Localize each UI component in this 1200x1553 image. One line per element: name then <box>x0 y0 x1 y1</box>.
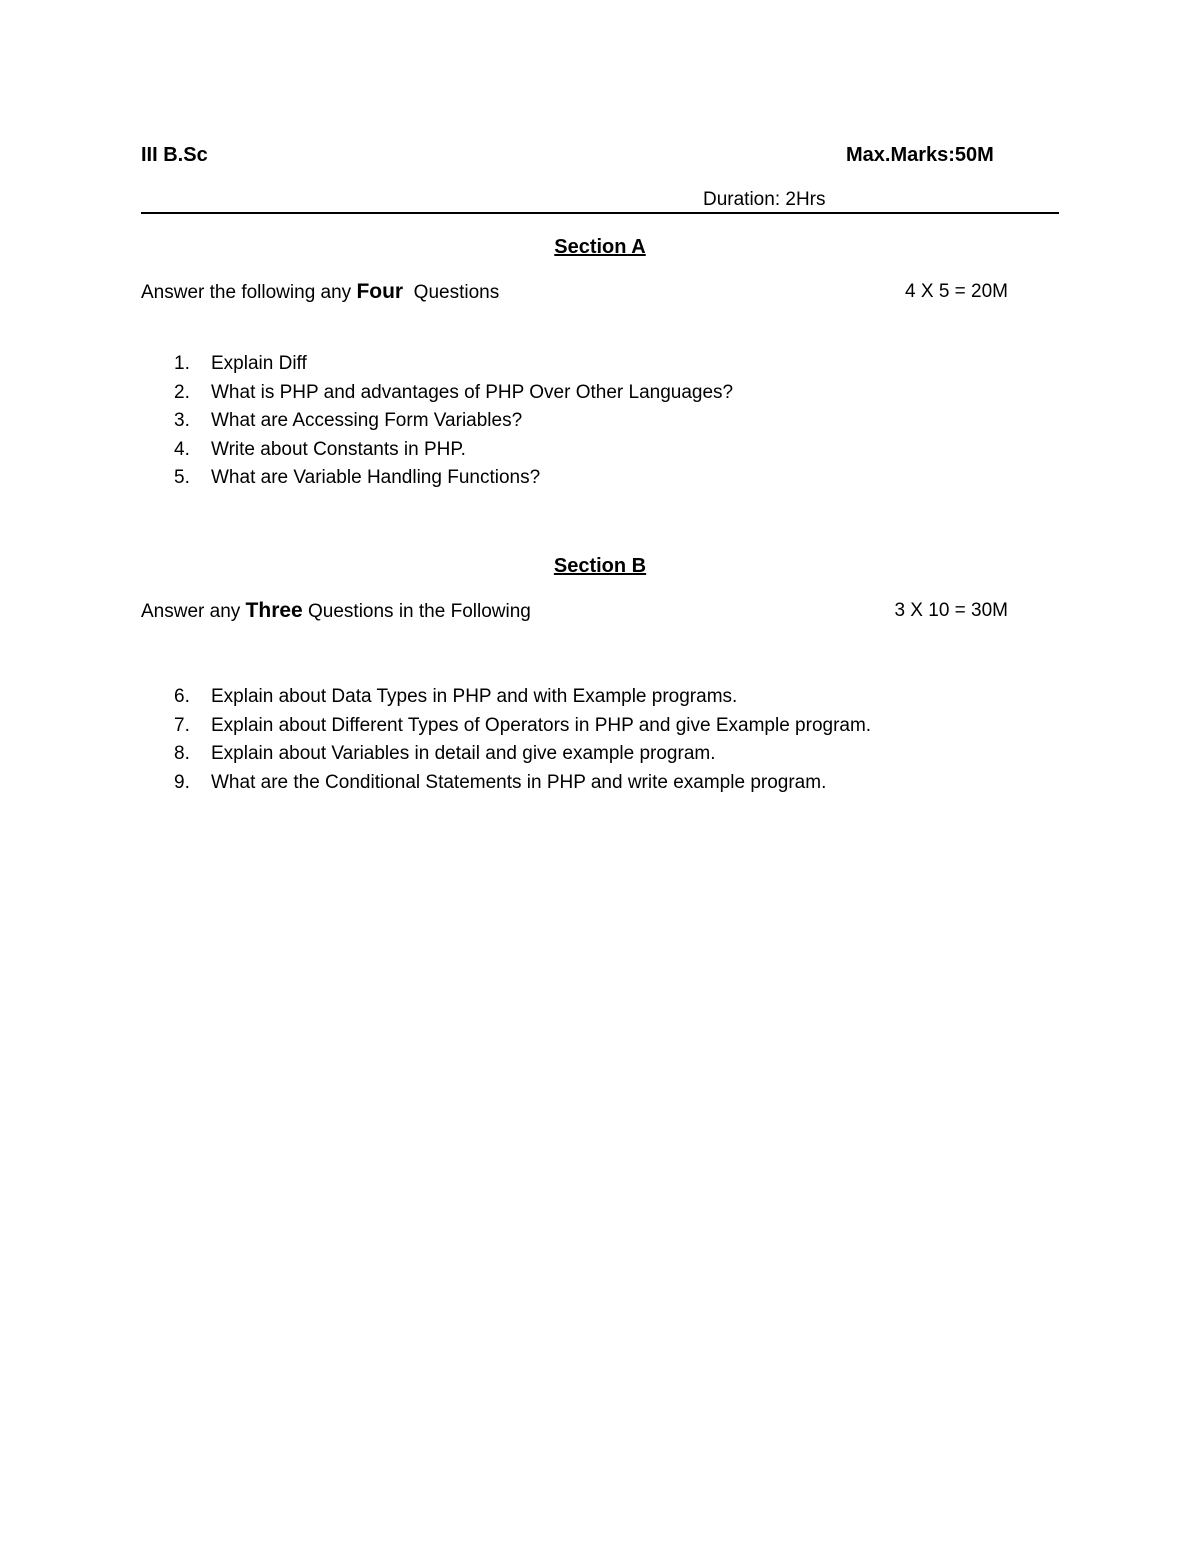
header-divider <box>141 212 1059 214</box>
question-item <box>174 350 733 379</box>
question-number: 9. <box>174 771 190 793</box>
section-a-instruction <box>141 280 499 304</box>
section-a-marks: 4 X 5 = 20M <box>905 281 1008 302</box>
section-b-instruction-prefix: Answer any <box>141 601 246 622</box>
question-text: Explain about Different Types of Operators in PHP and give Example program. <box>211 714 872 736</box>
class-label: III B.Sc <box>141 144 208 166</box>
question-item <box>174 436 733 465</box>
question-text: What are the Conditional Statements in PHP and write example program. <box>211 771 827 793</box>
section-b-instruction-suffix: Questions in the Following <box>302 601 531 622</box>
section-b-title: Section B <box>553 555 647 577</box>
section-a-instruction-emphasis: Four <box>356 280 404 303</box>
question-number: 5. <box>174 467 190 488</box>
question-number: 3. <box>174 410 190 431</box>
question-text: Write about Constants in PHP. <box>211 438 466 460</box>
duration: Duration: 2Hrs <box>703 189 826 210</box>
question-item <box>174 464 733 493</box>
question-item <box>174 683 871 712</box>
question-item <box>174 407 733 436</box>
section-b-instruction <box>141 599 531 623</box>
question-item <box>174 769 871 798</box>
section-a-instruction-suffix: Questions <box>403 282 500 303</box>
section-b-question-list <box>174 683 871 797</box>
section-b-marks: 3 X 10 = 30M <box>894 600 1008 621</box>
section-a-instruction-prefix: Answer the following any <box>141 282 357 303</box>
question-text: Explain about Data Types in PHP and with Example programs. <box>211 686 738 707</box>
question-number: 6. <box>174 686 190 707</box>
question-number: 4. <box>174 438 190 460</box>
question-number: 1. <box>174 353 190 374</box>
max-marks: Max.Marks:50M <box>846 144 994 166</box>
question-number: 8. <box>174 743 190 764</box>
question-item <box>174 712 871 741</box>
section-b-instruction-emphasis: Three <box>245 599 303 622</box>
question-number: 2. <box>174 381 190 403</box>
section-a-question-list <box>174 350 733 493</box>
question-text: Explain about Variables in detail and give example program. <box>211 743 716 764</box>
question-item <box>174 740 871 769</box>
section-a-title: Section A <box>554 236 646 258</box>
question-text: What are Accessing Form Variables? <box>211 410 523 431</box>
question-text: What is PHP and advantages of PHP Over Other Languages? <box>211 381 734 403</box>
question-text: Explain Diff <box>211 353 307 374</box>
question-item <box>174 379 733 408</box>
question-text: What are Variable Handling Functions? <box>211 467 541 488</box>
question-number: 7. <box>174 714 190 736</box>
